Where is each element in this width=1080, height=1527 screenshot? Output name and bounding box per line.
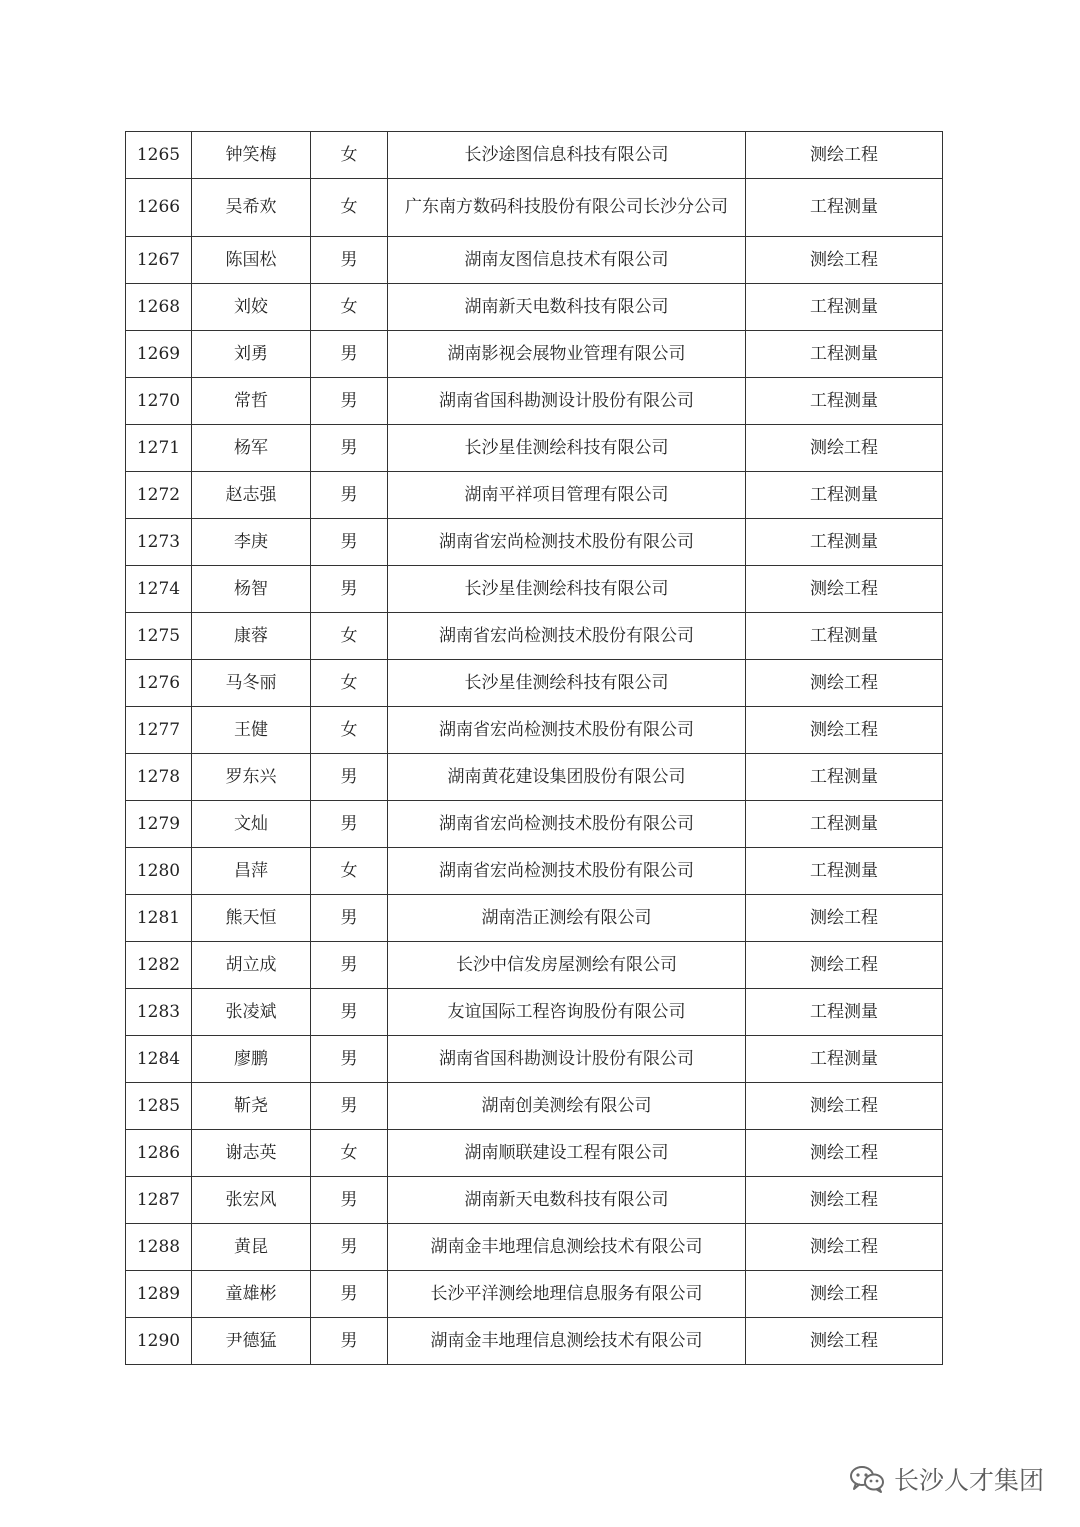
row-major: 工程测量 bbox=[746, 378, 943, 425]
row-number: 1286 bbox=[126, 1130, 192, 1177]
row-major: 工程测量 bbox=[746, 331, 943, 378]
row-gender: 男 bbox=[311, 1036, 388, 1083]
table-row bbox=[126, 132, 943, 179]
row-major: 测绘工程 bbox=[746, 1177, 943, 1224]
row-name: 杨军 bbox=[192, 425, 311, 472]
row-gender: 男 bbox=[311, 331, 388, 378]
row-major: 工程测量 bbox=[746, 848, 943, 895]
row-company: 湖南新天电数科技有限公司 bbox=[388, 1177, 746, 1224]
watermark-text: 长沙人才集团 bbox=[893, 1466, 1044, 1495]
row-gender: 男 bbox=[311, 754, 388, 801]
row-number: 1273 bbox=[126, 519, 192, 566]
row-name: 童雄彬 bbox=[192, 1271, 311, 1318]
row-gender: 男 bbox=[311, 237, 388, 284]
row-major: 测绘工程 bbox=[746, 1130, 943, 1177]
row-number: 1271 bbox=[126, 425, 192, 472]
row-gender: 男 bbox=[311, 425, 388, 472]
row-major: 工程测量 bbox=[746, 179, 943, 237]
row-name: 马冬丽 bbox=[192, 660, 311, 707]
roster-table bbox=[125, 131, 943, 1365]
table-row bbox=[126, 1271, 943, 1318]
row-gender: 女 bbox=[311, 284, 388, 331]
row-major: 测绘工程 bbox=[746, 1083, 943, 1130]
row-major: 工程测量 bbox=[746, 519, 943, 566]
row-major: 测绘工程 bbox=[746, 566, 943, 613]
row-number: 1265 bbox=[126, 132, 192, 179]
row-major: 工程测量 bbox=[746, 754, 943, 801]
row-major: 测绘工程 bbox=[746, 132, 943, 179]
row-company: 长沙平洋测绘地理信息服务有限公司 bbox=[388, 1271, 746, 1318]
row-gender: 男 bbox=[311, 472, 388, 519]
table-row bbox=[126, 613, 943, 660]
row-gender: 女 bbox=[311, 179, 388, 237]
row-gender: 女 bbox=[311, 1130, 388, 1177]
row-name: 刘勇 bbox=[192, 331, 311, 378]
row-number: 1266 bbox=[126, 179, 192, 237]
row-number: 1283 bbox=[126, 989, 192, 1036]
table-row bbox=[126, 942, 943, 989]
row-company: 湖南金丰地理信息测绘技术有限公司 bbox=[388, 1318, 746, 1365]
row-gender: 男 bbox=[311, 1224, 388, 1271]
table-row bbox=[126, 425, 943, 472]
row-number: 1267 bbox=[126, 237, 192, 284]
row-number: 1276 bbox=[126, 660, 192, 707]
row-name: 吴希欢 bbox=[192, 179, 311, 237]
row-number: 1290 bbox=[126, 1318, 192, 1365]
row-major: 工程测量 bbox=[746, 472, 943, 519]
row-gender: 女 bbox=[311, 848, 388, 895]
row-name: 胡立成 bbox=[192, 942, 311, 989]
table-row bbox=[126, 331, 943, 378]
row-company: 湖南金丰地理信息测绘技术有限公司 bbox=[388, 1224, 746, 1271]
row-major: 工程测量 bbox=[746, 801, 943, 848]
row-number: 1274 bbox=[126, 566, 192, 613]
row-company: 湖南省宏尚检测技术股份有限公司 bbox=[388, 848, 746, 895]
row-number: 1275 bbox=[126, 613, 192, 660]
row-company: 湖南省国科勘测设计股份有限公司 bbox=[388, 1036, 746, 1083]
row-gender: 男 bbox=[311, 1318, 388, 1365]
row-company: 长沙星佳测绘科技有限公司 bbox=[388, 425, 746, 472]
row-gender: 女 bbox=[311, 132, 388, 179]
row-number: 1269 bbox=[126, 331, 192, 378]
row-number: 1280 bbox=[126, 848, 192, 895]
table-row bbox=[126, 754, 943, 801]
row-company: 湖南黄花建设集团股份有限公司 bbox=[388, 754, 746, 801]
table-row bbox=[126, 801, 943, 848]
row-name: 钟笑梅 bbox=[192, 132, 311, 179]
row-gender: 男 bbox=[311, 378, 388, 425]
row-number: 1277 bbox=[126, 707, 192, 754]
row-company: 长沙中信发房屋测绘有限公司 bbox=[388, 942, 746, 989]
row-number: 1279 bbox=[126, 801, 192, 848]
row-name: 熊天恒 bbox=[192, 895, 311, 942]
row-name: 陈国松 bbox=[192, 237, 311, 284]
row-number: 1288 bbox=[126, 1224, 192, 1271]
row-company: 湖南省宏尚检测技术股份有限公司 bbox=[388, 801, 746, 848]
row-name: 康蓉 bbox=[192, 613, 311, 660]
row-major: 测绘工程 bbox=[746, 237, 943, 284]
row-number: 1278 bbox=[126, 754, 192, 801]
row-gender: 男 bbox=[311, 519, 388, 566]
table-row bbox=[126, 1036, 943, 1083]
row-company: 湖南省宏尚检测技术股份有限公司 bbox=[388, 519, 746, 566]
row-name: 赵志强 bbox=[192, 472, 311, 519]
row-company: 湖南浩正测绘有限公司 bbox=[388, 895, 746, 942]
row-number: 1289 bbox=[126, 1271, 192, 1318]
row-company: 长沙星佳测绘科技有限公司 bbox=[388, 660, 746, 707]
row-major: 测绘工程 bbox=[746, 1271, 943, 1318]
row-major: 工程测量 bbox=[746, 1036, 943, 1083]
row-major: 工程测量 bbox=[746, 613, 943, 660]
table-row bbox=[126, 566, 943, 613]
row-company: 湖南顺联建设工程有限公司 bbox=[388, 1130, 746, 1177]
row-company: 湖南友图信息技术有限公司 bbox=[388, 237, 746, 284]
row-name: 尹德猛 bbox=[192, 1318, 311, 1365]
row-gender: 男 bbox=[311, 942, 388, 989]
row-company: 友谊国际工程咨询股份有限公司 bbox=[388, 989, 746, 1036]
table-row bbox=[126, 1083, 943, 1130]
row-major: 工程测量 bbox=[746, 284, 943, 331]
row-gender: 男 bbox=[311, 895, 388, 942]
roster-body bbox=[126, 132, 943, 1365]
table-row bbox=[126, 1224, 943, 1271]
wechat-watermark bbox=[848, 1461, 1044, 1497]
row-gender: 女 bbox=[311, 707, 388, 754]
row-name: 谢志英 bbox=[192, 1130, 311, 1177]
row-name: 张宏风 bbox=[192, 1177, 311, 1224]
row-name: 杨智 bbox=[192, 566, 311, 613]
row-name: 廖鹏 bbox=[192, 1036, 311, 1083]
row-major: 测绘工程 bbox=[746, 707, 943, 754]
row-number: 1285 bbox=[126, 1083, 192, 1130]
row-gender: 男 bbox=[311, 989, 388, 1036]
row-company: 湖南省宏尚检测技术股份有限公司 bbox=[388, 707, 746, 754]
table-row bbox=[126, 848, 943, 895]
row-name: 靳尧 bbox=[192, 1083, 311, 1130]
row-company: 湖南创美测绘有限公司 bbox=[388, 1083, 746, 1130]
table-row bbox=[126, 284, 943, 331]
row-major: 测绘工程 bbox=[746, 942, 943, 989]
row-company: 湖南省宏尚检测技术股份有限公司 bbox=[388, 613, 746, 660]
row-company: 广东南方数码科技股份有限公司长沙分公司 bbox=[388, 179, 746, 237]
row-major: 测绘工程 bbox=[746, 425, 943, 472]
table-row bbox=[126, 660, 943, 707]
row-gender: 男 bbox=[311, 1083, 388, 1130]
row-company: 湖南平祥项目管理有限公司 bbox=[388, 472, 746, 519]
row-number: 1272 bbox=[126, 472, 192, 519]
row-major: 测绘工程 bbox=[746, 660, 943, 707]
row-gender: 男 bbox=[311, 566, 388, 613]
row-gender: 女 bbox=[311, 613, 388, 660]
table-row bbox=[126, 707, 943, 754]
row-gender: 男 bbox=[311, 1271, 388, 1318]
table-row bbox=[126, 989, 943, 1036]
table-row bbox=[126, 472, 943, 519]
table-row bbox=[126, 1130, 943, 1177]
row-company: 长沙途图信息科技有限公司 bbox=[388, 132, 746, 179]
row-company: 长沙星佳测绘科技有限公司 bbox=[388, 566, 746, 613]
row-company: 湖南新天电数科技有限公司 bbox=[388, 284, 746, 331]
row-name: 王健 bbox=[192, 707, 311, 754]
row-number: 1287 bbox=[126, 1177, 192, 1224]
table-row bbox=[126, 378, 943, 425]
row-name: 李庚 bbox=[192, 519, 311, 566]
row-name: 文灿 bbox=[192, 801, 311, 848]
table-row bbox=[126, 895, 943, 942]
row-name: 罗东兴 bbox=[192, 754, 311, 801]
row-number: 1270 bbox=[126, 378, 192, 425]
row-company: 湖南省国科勘测设计股份有限公司 bbox=[388, 378, 746, 425]
row-gender: 男 bbox=[311, 801, 388, 848]
table-row bbox=[126, 519, 943, 566]
wechat-official-account-icon bbox=[848, 1464, 886, 1494]
row-major: 工程测量 bbox=[746, 989, 943, 1036]
row-number: 1284 bbox=[126, 1036, 192, 1083]
row-major: 测绘工程 bbox=[746, 1224, 943, 1271]
row-name: 黄昆 bbox=[192, 1224, 311, 1271]
row-major: 测绘工程 bbox=[746, 895, 943, 942]
row-number: 1268 bbox=[126, 284, 192, 331]
row-number: 1282 bbox=[126, 942, 192, 989]
table-row bbox=[126, 1318, 943, 1365]
row-major: 测绘工程 bbox=[746, 1318, 943, 1365]
table-row bbox=[126, 1177, 943, 1224]
row-company: 湖南影视会展物业管理有限公司 bbox=[388, 331, 746, 378]
row-name: 张凌斌 bbox=[192, 989, 311, 1036]
row-number: 1281 bbox=[126, 895, 192, 942]
row-gender: 男 bbox=[311, 1177, 388, 1224]
row-name: 昌萍 bbox=[192, 848, 311, 895]
table-row bbox=[126, 237, 943, 284]
row-name: 刘姣 bbox=[192, 284, 311, 331]
table-row bbox=[126, 179, 943, 237]
row-gender: 女 bbox=[311, 660, 388, 707]
row-name: 常哲 bbox=[192, 378, 311, 425]
